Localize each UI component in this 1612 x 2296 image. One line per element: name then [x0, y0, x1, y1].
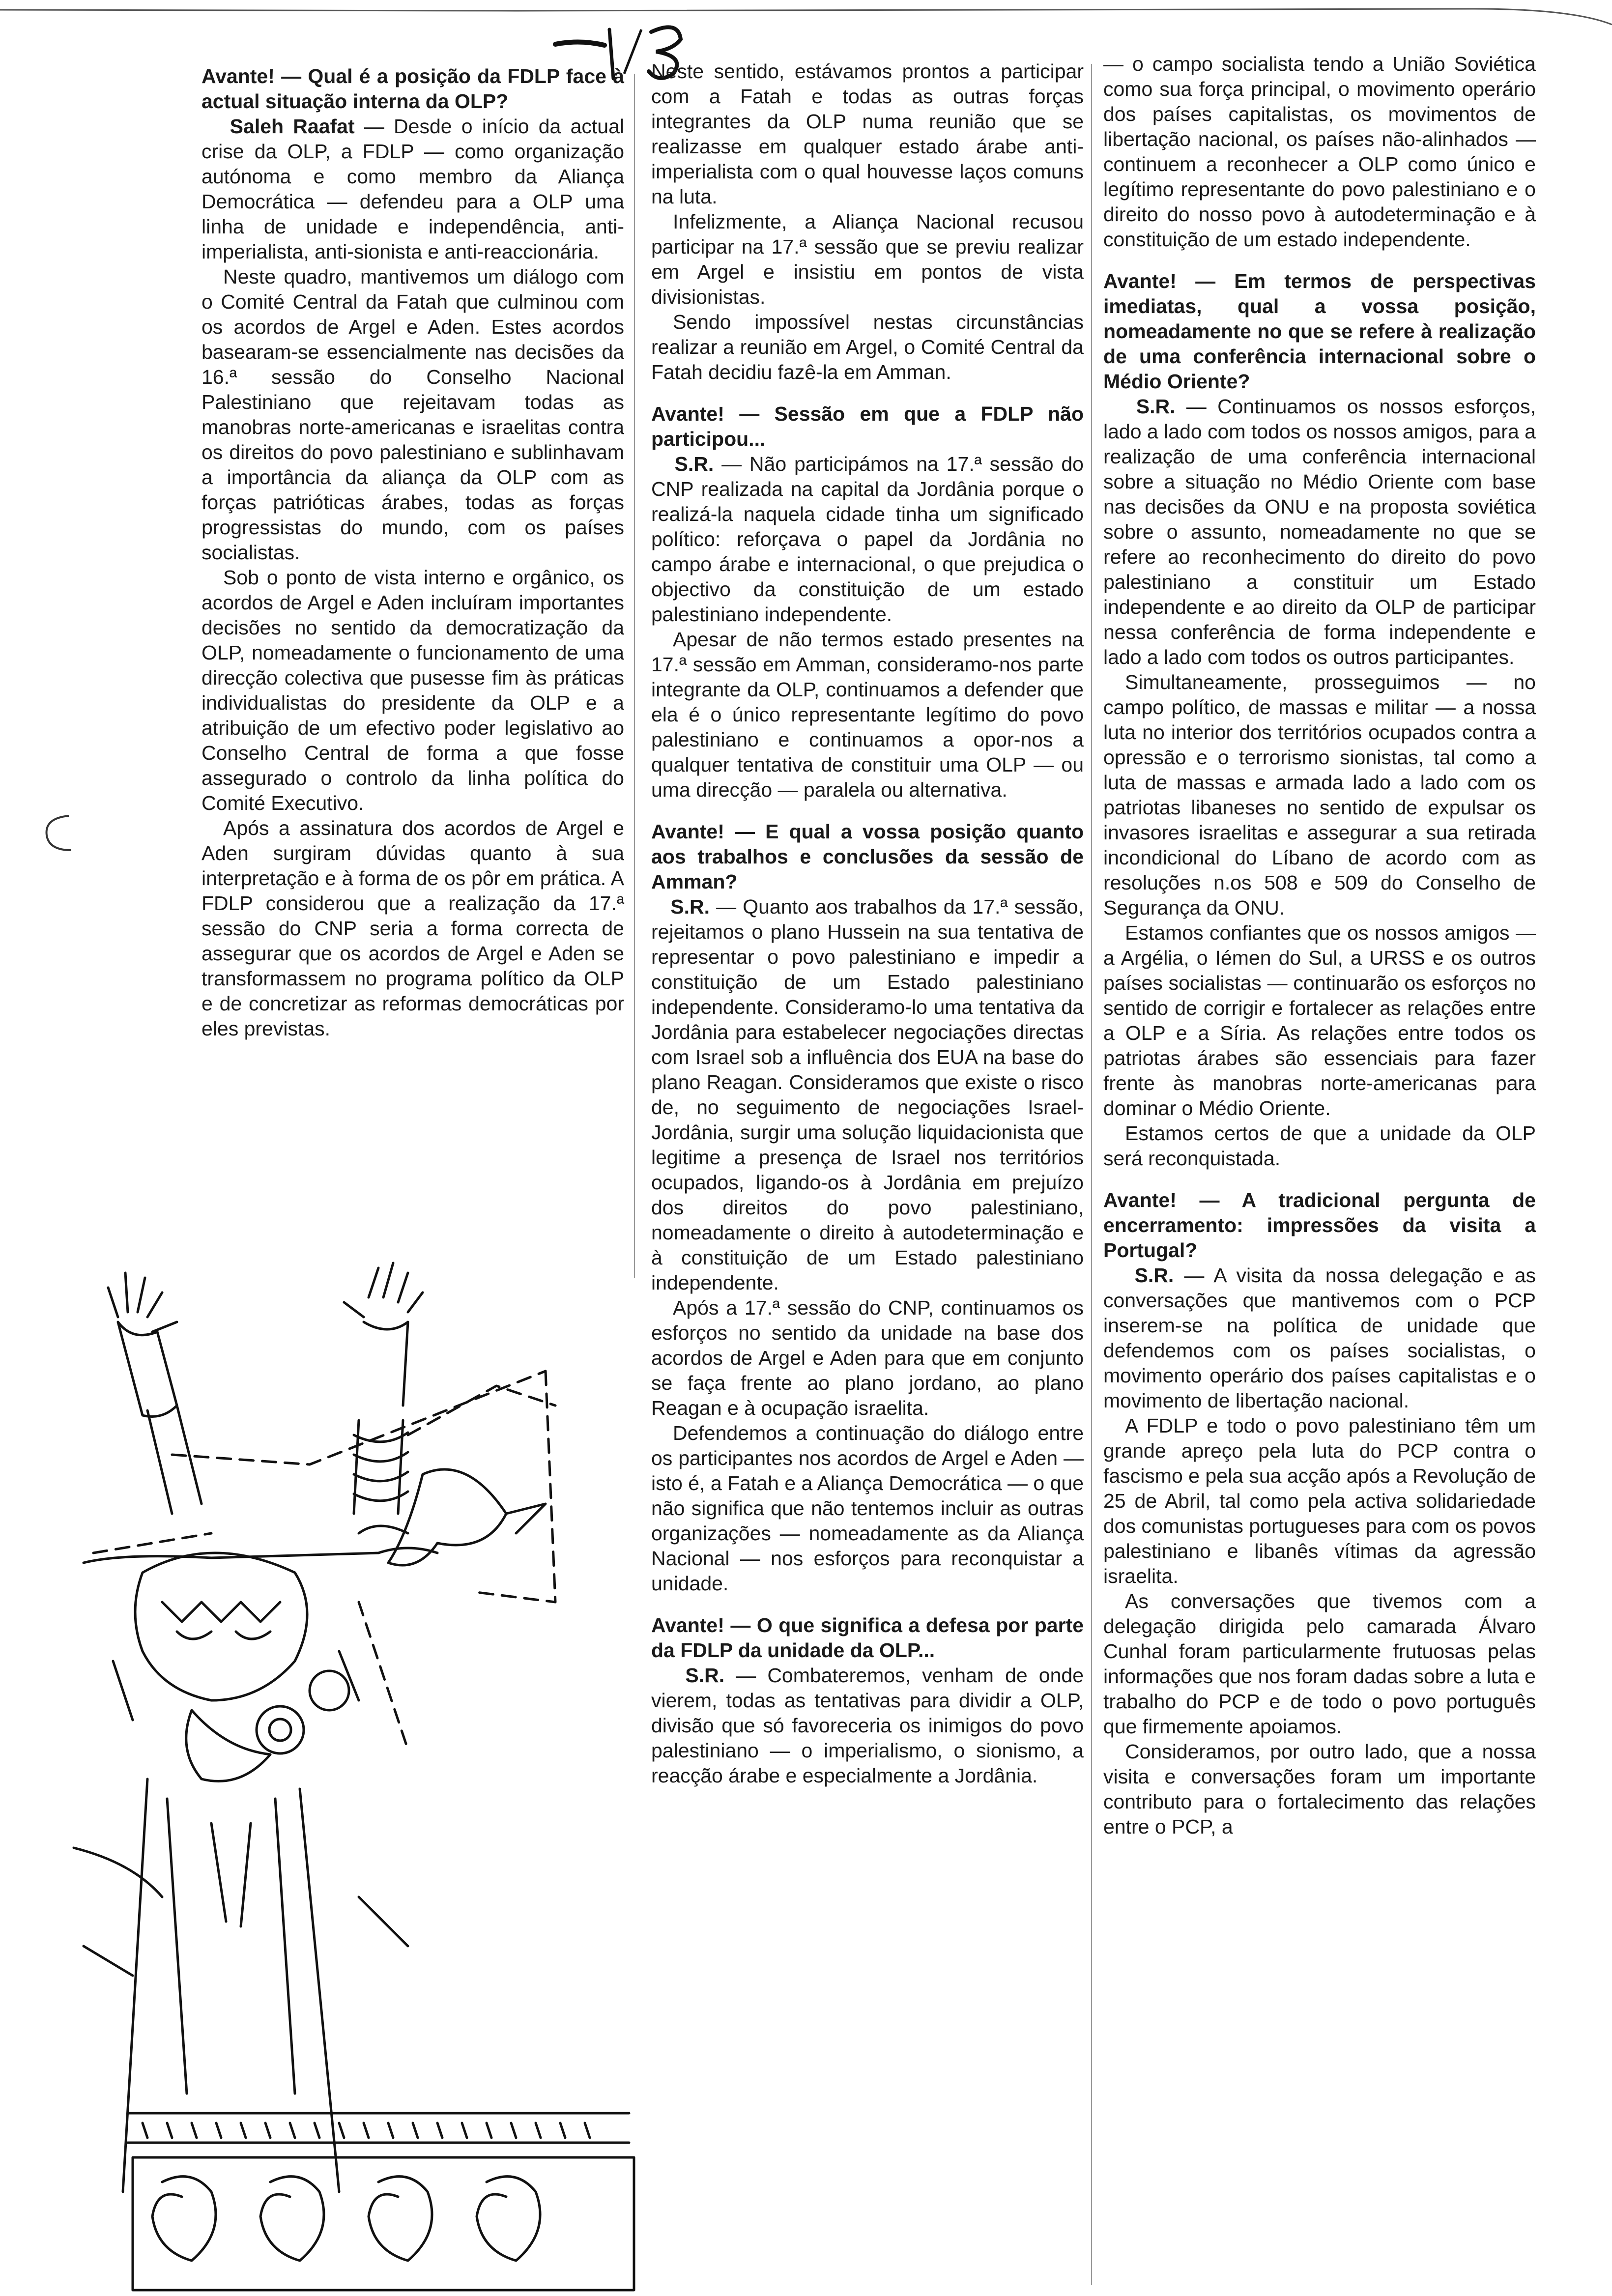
article-paragraph: Estamos confiantes que os nossos amigos — a Argélia, o Iémen do Sul, a URSS e os outros países socialistas — continuarão os esforços no sentido de corrigir e fortalecer as relações entre a OLP e a Síria. As relações entre todos os patriotas árabes são essenciais para fazer frente às manobras norte-americanas para dominar o Médio Oriente.	[1103, 921, 1536, 1119]
scan-margin-mark-icon	[39, 811, 79, 855]
interview-answer: S.R. — Quanto aos trabalhos da 17.ª sessão, rejeitamos o plano Hussein na sua tentativa de representar o povo palestiniano e impedir a constituição de um Estado palestiniano independente. Consideramo-lo uma tentativa da Jordânia para estabelecer negociações directas com Israel sob a influência dos EUA na base do plano Reagan. Consideramos que existe o risco de, no seguimento de negociações Israel-Jordânia, surgir uma solução liquidacionista que legitime a presença de Israel nos territórios ocupados, ligando-os à Jordânia em prejuízo dos direitos do povo palestiniano, nomeadamente o direito à autodeterminação e à constituição de um Estado palestiniano independente.	[651, 895, 1084, 1294]
interview-answer: S.R. — Combateremos, venham de onde vierem, todas as tentativas para dividir a OLP, divisão que só favoreceria os inimigos do povo palestiniano — o imperialismo, o sionismo, a reacção árabe e especialmente a Jordânia.	[651, 1664, 1084, 1787]
interview-question: Avante! — Em termos de perspectivas imediatas, qual a vossa posição, nomeadamente no que se refere à realização de uma conferência internacional sobre o Médio Oriente?	[1103, 270, 1536, 393]
article-paragraph: Infelizmente, a Aliança Nacional recusou participar na 17.ª sessão que se previu realizar em Argel e insistiu em pontos de vista divisionistas.	[651, 210, 1084, 308]
article-paragraph: Defendemos a continuação do diálogo entre os participantes nos acordos de Argel e Aden — isto é, a Fatah e a Aliança Democrática — o que não significa que não tentemos incluir as outras organizações — nomeadamente as da Aliança Nacional — nos esforços para reconquistar a unidade.	[651, 1422, 1084, 1595]
article-paragraph: As conversações que tivemos com a delegação dirigida pelo camarada Álvaro Cunhal foram particularmente frutuosas pelas informações que nos foram dadas sobre a luta e trabalho do PCP e de todo o povo português que firmemente apoiamos.	[1103, 1590, 1536, 1738]
figure-illustration	[64, 1258, 644, 2296]
article-paragraph: — o campo socialista tendo a União Soviética como sua força principal, o movimento operário dos países capitalistas, os movimentos de libertação nacional, os países não-alinhados — continuem a reconhecer a OLP como único e legítimo representante do povo palestiniano e o direito do nosso povo à autodeterminação e à constituição de um estado independente.	[1103, 53, 1536, 251]
interview-answer: S.R. — Continuamos os nossos esforços, lado a lado com todos os nossos amigos, para a realização de uma conferência internacional sobre a situação no Médio Oriente com base nas decisões da ONU e na proposta soviética sobre o assunto, nomeadamente no que se refere ao reconhecimento do direito do povo palestiniano a constituir um Estado independente e ao direito da OLP de participar nessa conferência de forma independente e lado a lado com todos os outros participantes.	[1103, 395, 1536, 668]
article-column-2	[651, 59, 1084, 1788]
column-divider	[634, 74, 635, 1278]
article-paragraph: Neste sentido, estávamos prontos a participar com a Fatah e todas as outras forças integrantes da OLP numa reunião que se realizasse em qualquer estado árabe anti-imperialista com o qual houvesse laços comuns na luta.	[651, 60, 1084, 208]
article-paragraph: Apesar de não termos estado presentes na 17.ª sessão em Amman, consideramo-nos parte integrante da OLP, continuamos a defender que ela é o único representante legítimo do povo palestiniano e continuamos a opor-nos a qualquer tentativa de constituir uma OLP — ou uma direcção — paralela ou alternativa.	[651, 628, 1084, 801]
interview-question: Avante! — Qual é a posição da FDLP face à actual situação interna da OLP?	[202, 65, 624, 113]
scan-edge-line	[0, 0, 1612, 29]
interview-answer: S.R. — Não participámos na 17.ª sessão do CNP realizada na capital da Jordânia porque o realizá-la naquela cidade tinha um significado político: reforçava o papel da Jordânia no campo árabe e internacional, o que prejudica o objectivo da constituição de um estado palestiniano independente.	[651, 453, 1084, 626]
interview-answer: S.R. — A visita da nossa delegação e as conversações que mantivemos com o PCP inserem-se na política de unidade que defendemos com os países socialistas, o movimento operário dos países capitalistas e o movimento de libertação nacional.	[1103, 1264, 1536, 1412]
article-paragraph: Simultaneamente, prosseguimos — no campo político, de massas e militar — a nossa luta no interior dos territórios ocupados contra a opressão e o terrorismo sionistas, tal como a luta de massas e armada lado a lado com os patriotas libaneses no sentido de expulsar os invasores israelitas e assegurar a sua retirada incondicional do Líbano de acordo com as resoluções n.os 508 e 509 do Conselho de Segurança da ONU.	[1103, 671, 1536, 919]
article-paragraph: Sendo impossível nestas circunstâncias realizar a reunião em Argel, o Comité Central da Fatah decidiu fazê-la em Amman.	[651, 311, 1084, 383]
article-paragraph: Após a 17.ª sessão do CNP, continuamos os esforços no sentido da unidade na base dos acordos de Argel e Aden para que em conjunto se faça frente ao plano jordano, ao plano Reagan e à ocupação israelita.	[651, 1296, 1084, 1419]
interview-question: Avante! — Sessão em que a FDLP não participou...	[651, 402, 1084, 450]
article-paragraph: Neste quadro, mantivemos um diálogo com o Comité Central da Fatah que culminou com os acordos de Argel e Aden. Estes acordos basearam-se essencialmente nas decisões da 16.ª sessão do Conselho Nacional Palestiniano que rejeitavam todas as manobras norte-americanas e israelitas contra os direitos do povo palestiniano e sublinhavam a importância da aliança da OLP com as forças patrióticas árabes, todas as forças progressistas do mundo, com os países socialistas.	[202, 265, 624, 564]
article-paragraph: Após a assinatura dos acordos de Argel e Aden surgiram dúvidas quanto à sua interpretação e à forma de os pôr em prática. A FDLP considerou que a realização da 17.ª sessão do CNP seria a forma correcta de assegurar que os acordos de Argel e Aden se transformassem no programa político da OLP e de concretizar as reformas democráticas por eles previstas.	[202, 817, 624, 1040]
interview-question: Avante! — E qual a vossa posição quanto aos trabalhos e conclusões da sessão de Amman?	[651, 820, 1084, 893]
interview-question: Avante! — A tradicional pergunta de encerramento: impressões da visita a Portugal?	[1103, 1189, 1536, 1262]
article-paragraph: Estamos certos de que a unidade da OLP será reconquistada.	[1103, 1122, 1536, 1170]
article-paragraph: Sob o ponto de vista interno e orgânico, os acordos de Argel e Aden incluíram importantes decisões no sentido da democratização da OLP, nomeadamente o funcionamento de uma direcção colectiva que pusesse fim às práticas individualistas do presidente da OLP e a atribuição de um efectivo poder legislativo ao Conselho Central de forma a que fosse assegurado o controlo da linha política do Comité Executivo.	[202, 566, 624, 814]
interview-answer: Saleh Raafat — Desde o início da actual crise da OLP, a FDLP — como organização autónoma e como membro da Aliança Democrática — defendeu para a OLP uma linha de unidade e independência, anti-imperialista, anti-sionista e anti-reaccionária.	[202, 115, 624, 263]
article-column-3	[1103, 52, 1536, 1839]
article-column-1	[202, 64, 624, 1041]
article-paragraph: A FDLP e todo o povo palestiniano têm um grande apreço pela luta do PCP contra o fascismo e pela sua acção após a Revolução de 25 de Abril, tal como pela activa solidariedade dos comunistas portugueses para com os povos palestiniano e libanês vítimas da agressão israelita.	[1103, 1414, 1536, 1587]
column-divider	[1091, 64, 1092, 2285]
article-paragraph: Consideramos, por outro lado, que a nossa visita e conversações foram um importante contributo para o fortalecimento das relações entre o PCP, a	[1103, 1740, 1536, 1838]
interview-question: Avante! — O que significa a defesa por parte da FDLP da unidade da OLP...	[651, 1614, 1084, 1662]
